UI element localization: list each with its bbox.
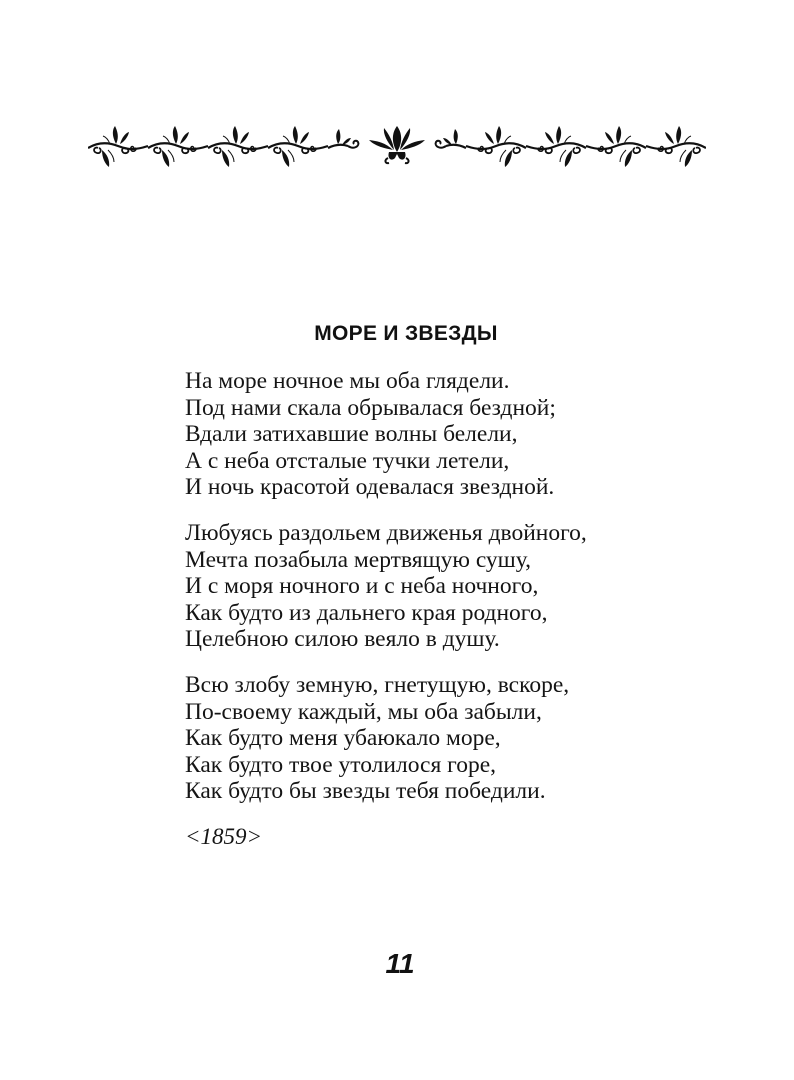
poem-line: Мечта позабыла мертвящую сушу,: [185, 546, 532, 573]
poem-body: [185, 368, 587, 851]
stanza-1: [185, 368, 587, 501]
poem-line: По-своему каждый, мы оба забыли,: [185, 698, 542, 725]
page-number: 11: [385, 948, 415, 979]
poem-line: А с неба отсталые тучки летели,: [185, 447, 510, 474]
poem-title: МОРЕ И ЗВЕЗДЫ: [314, 322, 498, 345]
poem-line: Целебною силою веяло в душу.: [185, 626, 500, 653]
poem-line: Вдали затихавшие волны белели,: [185, 421, 518, 448]
stanza-3: [185, 672, 587, 805]
poem-line: Как будто меня убаюкало море,: [185, 725, 501, 752]
poem-line: Любуясь раздольем движенья двойного,: [185, 519, 587, 546]
poem-line: Всю злобу земную, гнетущую, вскоре,: [185, 671, 570, 698]
floral-vine-divider-icon: [88, 124, 706, 168]
poem-line: Как будто бы звезды тебя победили.: [185, 778, 546, 805]
poem-date: <1859>: [185, 823, 263, 849]
poem-line: Как будто из дальнего края родного,: [185, 599, 548, 626]
poem-line: На море ночное мы оба глядели.: [185, 368, 510, 394]
poem-line: И ночь красотой одевалася звездной.: [185, 474, 555, 501]
poem-line: И с моря ночного и с неба ночного,: [185, 573, 539, 600]
poem-line: Как будто твое утолилося горе,: [185, 751, 496, 778]
stanza-2: [185, 520, 587, 653]
poem-line: Под нами скала обрывалася бездной;: [185, 394, 556, 421]
